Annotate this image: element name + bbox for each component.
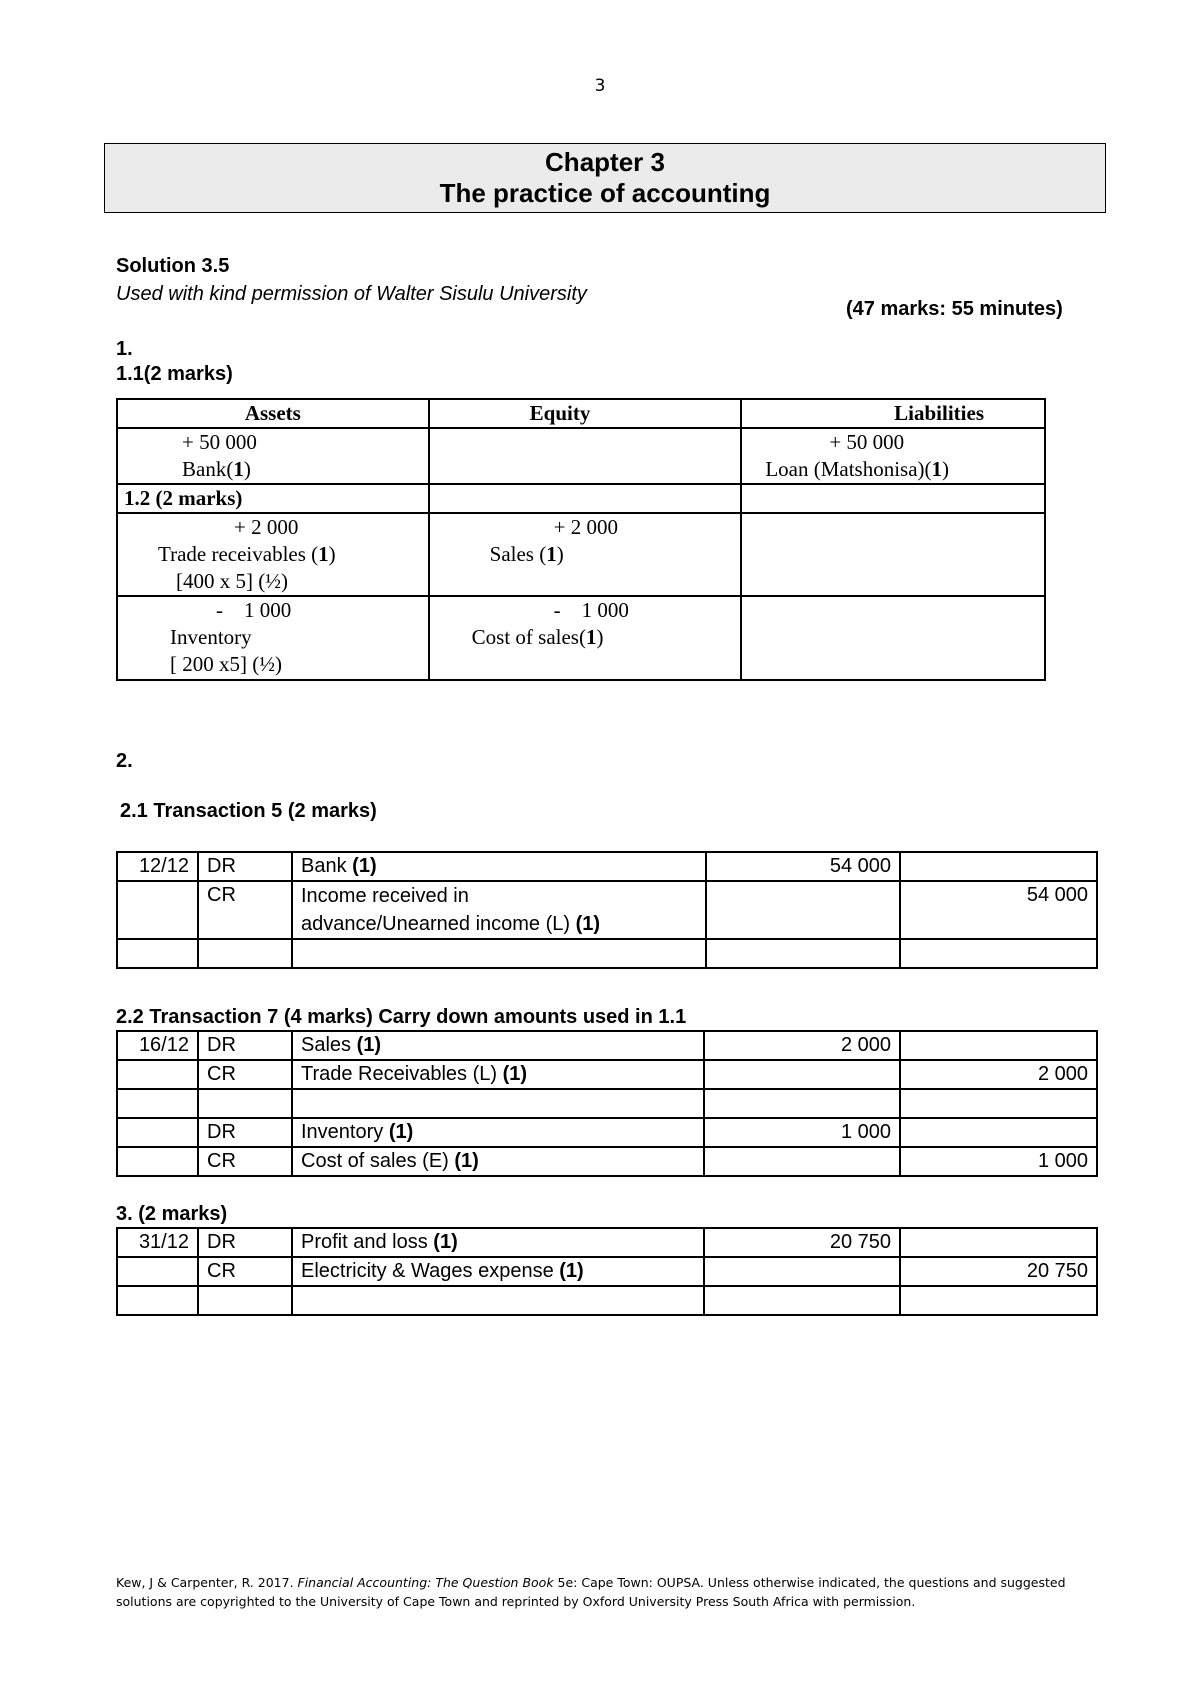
dr-cr-cell: CR (198, 881, 292, 939)
date-cell (117, 1118, 198, 1147)
date-cell (117, 1060, 198, 1089)
account-label: Cost of sales(1) (471, 625, 604, 649)
account-cell (292, 939, 706, 968)
debit-cell (704, 1060, 900, 1089)
journal-table-2-1 (116, 851, 1098, 969)
debit-cell (706, 881, 900, 939)
equity-cell (429, 596, 742, 680)
table-row (117, 1147, 1097, 1176)
account-label: Loan (Matshonisa)(1) (765, 457, 950, 481)
debit-cell (704, 1286, 900, 1315)
dr-cr-cell: DR (198, 1031, 292, 1060)
account-cell: Income received in advance/Unearned income (L) (1) (292, 881, 706, 939)
account-cell: Cost of sales (E) (1) (292, 1147, 704, 1176)
debit-cell (704, 1257, 900, 1286)
asset-cell (117, 428, 429, 484)
accounting-equation-table (116, 398, 1046, 681)
header-liabilities: Liabilities (741, 399, 1045, 428)
table-row (117, 1060, 1097, 1089)
table-row (117, 881, 1097, 939)
question-2-2-heading: 2.2 Transaction 7 (4 marks) Carry down amounts used in 1.1 (116, 1006, 687, 1028)
dr-cr-cell: DR (198, 852, 292, 881)
table-row (117, 852, 1097, 881)
permission-note: Used with kind permission of Walter Sisulu University (116, 283, 587, 305)
date-cell (117, 1147, 198, 1176)
account-label: Inventory (170, 625, 252, 649)
table-row (117, 484, 1045, 513)
debit-cell (704, 1089, 900, 1118)
asset-cell (117, 596, 429, 680)
question-2-heading: 2. (116, 750, 133, 772)
dr-cr-cell (198, 1089, 292, 1118)
chapter-title: The practice of accounting (439, 178, 771, 208)
question-1-1-heading: 1.1(2 marks) (116, 363, 233, 385)
header-assets: Assets (117, 399, 429, 428)
credit-cell (900, 1118, 1097, 1147)
amount: + 2 000 (553, 515, 618, 539)
account-cell: Inventory (1) (292, 1118, 704, 1147)
marks-time: (47 marks: 55 minutes) (846, 298, 1063, 320)
calculation: [ 200 x5] (½) (170, 652, 282, 676)
question-2-1-heading: 2.1 Transaction 5 (2 marks) (120, 800, 377, 822)
debit-cell (706, 939, 900, 968)
table-row (117, 1089, 1097, 1118)
subquestion-label: 1.2 (2 marks) (117, 484, 429, 513)
account-label: Bank(1) (182, 457, 251, 481)
amount: + 50 000 (829, 430, 905, 454)
date-cell (117, 881, 198, 939)
dr-cr-cell (198, 1286, 292, 1315)
debit-cell: 20 750 (704, 1228, 900, 1257)
table-row (117, 1031, 1097, 1060)
table-row (117, 513, 1045, 596)
equity-cell (429, 428, 742, 484)
journal-table-2-2 (116, 1030, 1098, 1177)
credit-cell (900, 939, 1097, 968)
liability-cell (741, 596, 1045, 680)
journal-table-3 (116, 1227, 1098, 1316)
date-cell: 31/12 (117, 1228, 198, 1257)
header-equity: Equity (429, 399, 742, 428)
credit-cell: 1 000 (900, 1147, 1097, 1176)
date-cell: 12/12 (117, 852, 198, 881)
account-cell (292, 1089, 704, 1118)
account-cell: Bank (1) (292, 852, 706, 881)
date-cell (117, 1257, 198, 1286)
dr-cr-cell: DR (198, 1118, 292, 1147)
asset-cell (117, 513, 429, 596)
amount: - 1 000 (216, 598, 292, 622)
account-cell (292, 1286, 704, 1315)
date-cell (117, 1089, 198, 1118)
table-header-row (117, 399, 1045, 428)
chapter-number: Chapter 3 (545, 147, 665, 177)
calculation: [400 x 5] (½) (176, 569, 288, 593)
account-cell: Electricity & Wages expense (1) (292, 1257, 704, 1286)
account-label: Sales (1) (489, 542, 564, 566)
credit-cell (900, 1228, 1097, 1257)
table-row (117, 1228, 1097, 1257)
liability-cell (741, 428, 1045, 484)
question-3-heading: 3. (2 marks) (116, 1203, 228, 1225)
credit-cell (900, 852, 1097, 881)
dr-cr-cell: CR (198, 1147, 292, 1176)
account-cell: Sales (1) (292, 1031, 704, 1060)
credit-cell (900, 1286, 1097, 1315)
amount: - 1 000 (553, 598, 629, 622)
date-cell (117, 1286, 198, 1315)
table-row (117, 428, 1045, 484)
table-row (117, 1257, 1097, 1286)
debit-cell: 1 000 (704, 1118, 900, 1147)
footer-citation: Kew, J & Carpenter, R. 2017. Financial Accounting: The Question Book 5e: Cape Town: OUPSA. Unless otherwise indicated, the questions and suggested solutions are copyrighted to the University of Cape Town and reprinted by Oxford University Press South Africa with permission. (116, 1575, 1066, 1609)
debit-cell: 54 000 (706, 852, 900, 881)
account-cell: Profit and loss (1) (292, 1228, 704, 1257)
dr-cr-cell: DR (198, 1228, 292, 1257)
debit-cell (704, 1147, 900, 1176)
account-label: Trade receivables (1) (158, 542, 336, 566)
dr-cr-cell (198, 939, 292, 968)
dr-cr-cell: CR (198, 1060, 292, 1089)
question-1-heading: 1. (116, 338, 133, 360)
credit-cell (900, 1031, 1097, 1060)
table-row (117, 1286, 1097, 1315)
equity-cell (429, 513, 742, 596)
solution-title: Solution 3.5 (116, 255, 230, 277)
table-row (117, 1118, 1097, 1147)
table-row (117, 939, 1097, 968)
liability-cell (741, 484, 1045, 513)
equity-cell (429, 484, 742, 513)
debit-cell: 2 000 (704, 1031, 900, 1060)
chapter-title-box (104, 143, 1106, 213)
book-title: Financial Accounting: The Question Book (297, 1575, 554, 1590)
date-cell: 16/12 (117, 1031, 198, 1060)
credit-cell: 2 000 (900, 1060, 1097, 1089)
amount: + 50 000 (182, 430, 257, 454)
date-cell (117, 939, 198, 968)
dr-cr-cell: CR (198, 1257, 292, 1286)
credit-cell: 20 750 (900, 1257, 1097, 1286)
credit-cell: 54 000 (900, 881, 1097, 939)
account-cell: Trade Receivables (L) (1) (292, 1060, 704, 1089)
amount: + 2 000 (234, 515, 299, 539)
table-row (117, 596, 1045, 680)
credit-cell (900, 1089, 1097, 1118)
page-number: 3 (594, 76, 606, 96)
liability-cell (741, 513, 1045, 596)
